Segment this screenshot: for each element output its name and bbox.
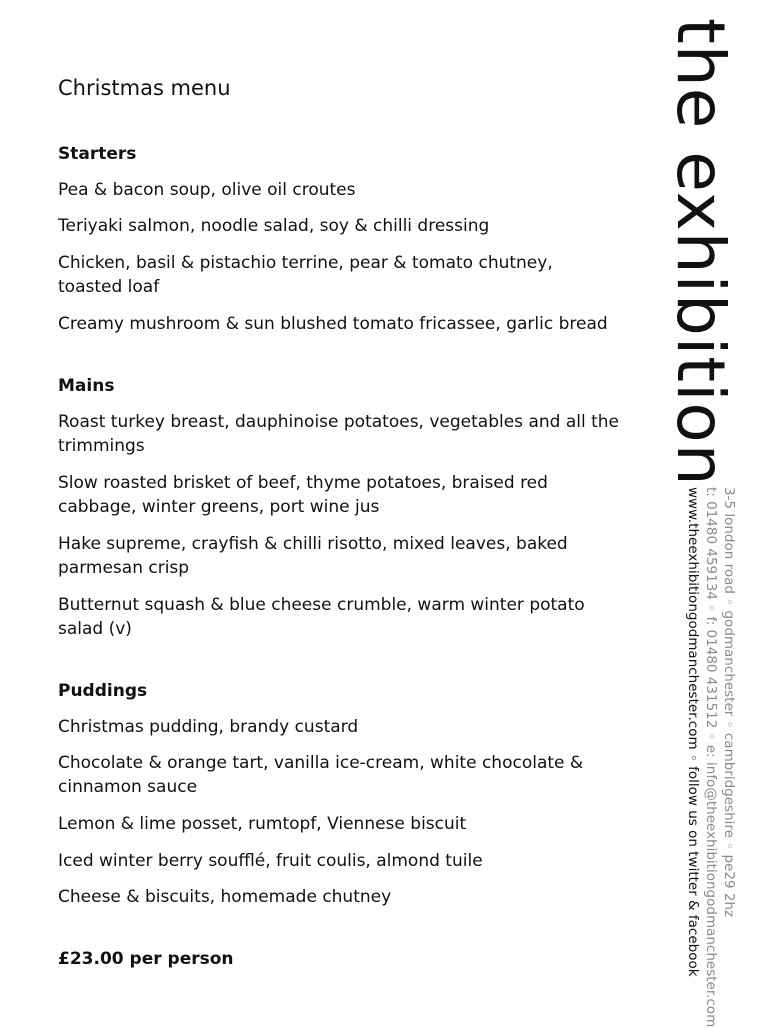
menu-item-line: Chicken, basil & pistachio terrine, pear & tomato chutney, [58,253,553,273]
menu-item-line: Slow roasted brisket of beef, thyme potatoes, braised red [58,473,548,493]
menu-title: Christmas menu [58,76,231,100]
brand-wordmark: the exhibition [662,18,739,487]
section-heading-starters: Starters [58,144,137,164]
menu-item-line: cinnamon sauce [58,777,198,797]
menu-item-line: toasted loaf [58,277,160,297]
menu-item: Cheese & biscuits, homemade chutney [58,887,392,907]
menu-item: Lemon & lime posset, rumtopf, Viennese biscuit [58,814,467,834]
contact-phone-email: t: 01480 459134 ◦ f: 01480 431512 ◦ e: info@theexhibitiongodmanchester.com [703,487,719,1027]
menu-item: Pea & bacon soup, olive oil croutes [58,180,356,200]
price-per-person: £23.00 per person [58,949,234,969]
section-heading-puddings: Puddings [58,681,148,701]
menu-item: Iced winter berry soufflé, fruit coulis, almond tuile [58,851,483,871]
menu-item: Christmas pudding, brandy custard [58,717,359,737]
menu-item-line: Hake supreme, crayfish & chilli risotto, mixed leaves, baked [58,534,568,554]
section-heading-mains: Mains [58,376,115,396]
contact-website-social: www.theexhibitiongodmanchester.com ◦ follow us on twitter & facebook [685,487,701,977]
menu-item-line: Butternut squash & blue cheese crumble, warm winter potato [58,595,585,615]
menu-item-line: Chocolate & orange tart, vanilla ice-cream, white chocolate & [58,753,584,773]
menu-item-line: trimmings [58,436,145,456]
contact-address: 3-5 london road ◦ godmanchester ◦ cambridgeshire ◦ pe29 2hz [721,487,737,918]
menu-item-line: salad (v) [58,619,132,639]
menu-item-line: cabbage, winter greens, port wine jus [58,497,380,517]
menu-item: Creamy mushroom & sun blushed tomato fricassee, garlic bread [58,314,608,334]
menu-item: Teriyaki salmon, noodle salad, soy & chilli dressing [58,216,490,236]
menu-item-line: Roast turkey breast, dauphinoise potatoes, vegetables and all the [58,412,619,432]
menu-item-line: parmesan crisp [58,558,190,578]
